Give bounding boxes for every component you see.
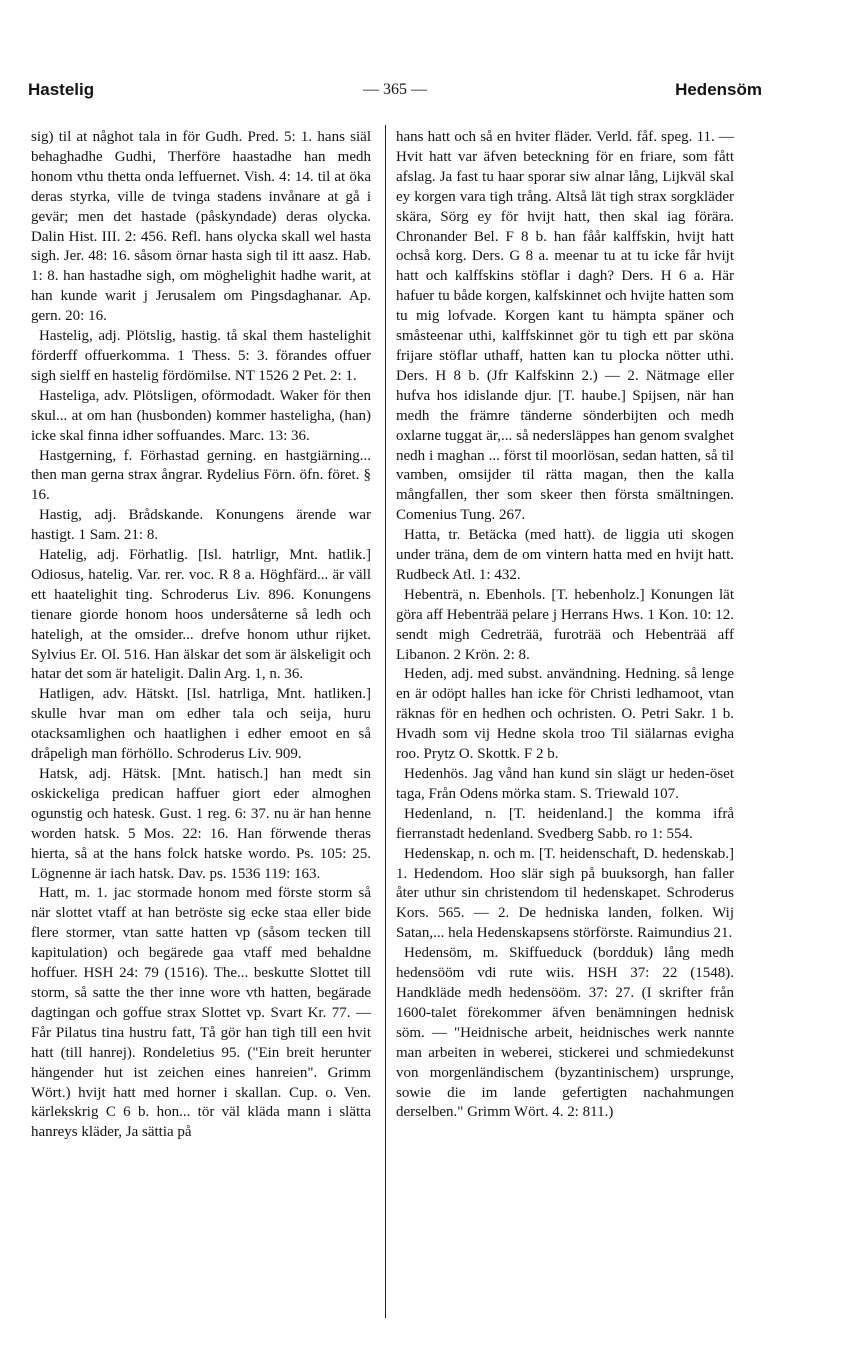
entry-paragraph: Hedenhös. Jag vånd han kund sin slägt ur heden-öset taga, Från Odens mörka stam. S. Triewald 107. (396, 766, 734, 802)
header-left-word: Hastelig (28, 80, 95, 99)
header-right-word: Hedensöm (675, 80, 762, 99)
entry-paragraph: Heden, adj. med subst. användning. Hedning. så lenge en är odöpt halles han icke för Christi ledhamoot, vtan räknas för en hedhen och ochristen. O. Petri Sakr. 1 b. Hvadh som vij Hedne skola troo Til siälarnas evigha roo. Prytz O. Skottk. F 2 b. (396, 666, 734, 763)
column-divider (385, 125, 386, 1318)
entry-paragraph: Hatsk, adj. Hätsk. [Mnt. hatisch.] han medt sin oskickeliga predican haffuer giort eder almoghen ogunstig och hatesk. Gust. 1 reg. 6: 37. nu är han henne worden hatsk. 5 Mos. 22: 16. Han förwende theras hierta, så at the hans folck hatske wordo. Ps. 105: 25. Lögnenne är iach hatsk. Dav. ps. 1536 119: 163. (31, 766, 371, 882)
entry-paragraph: Hastgerning, f. Förhastad gerning. en hastgiärning... then man gerna strax ångrar. Rydelius Förn. öfn. föret. § 16. (31, 447, 371, 504)
entry-paragraph: Hedensöm, m. Skiffueduck (bordduk) lång medh hedensööm vdi rute wiis. HSH 37: 22 (1548). Handkläde medh hedensööm. 37: 27. (I skrifter från 1600-talet förekommer äfven benämningen hednisk söm. — "Heidnische arbeit, heidnisches werk nannte man arbeiten in weberei, stickerei und schmiedekunst von morgenländischem (byzantinischem) ursprunge, sowie die im lande gefertigten nachahmungen derselben." Grimm Wört. 4. 2: 811.) (396, 945, 734, 1121)
entry-paragraph: Hebenträ, n. Ebenhols. [T. hebenholz.] Konungen lät göra aff Hebenträä pelare j Herrans Hws. 1 Kon. 10: 12. sendt migh Cedreträä, furoträä och Hebenträä aff Libanon. 2 Krön. 2: 8. (396, 586, 734, 663)
entry-paragraph: Hatt, m. 1. jac stormade honom med förste storm så när slottet vtaff at han betröste sig ecke staa eller bide flere stormer, vtan satte hatten vp (såsom tecken till kapitulation) och begärede gaa vtaff med behaldne hoffuer. HSH 24: 79 (1516). The... beskutte Slottet till storm, så satte the ther inne wore vth hatten, begärade dagtingan och goffue strax Slottet vp. Svart Kr. 77. — Får Pilatus tina hustru fatt, Tå gör han tigh till een hvit hatt (till hanrej). Rondeletius 95. ("Ein breit herunter hängender hut ist zeichen eines hanreien". Grimm Wört.) hvijt hatt med horner i skallan. Cup. o. Ven. kärlekskrig C 6 b. hon... tör väl kläda mann i slätta hanreys kläder, Ja sättia på (31, 885, 371, 1141)
running-header (28, 80, 762, 104)
entry-paragraph: Hatligen, adv. Hätskt. [Isl. hatrliga, Mnt. hatliken.] skulle hvar man om edher tala och seija, huru otacksamlighen och haatlighen i edher emoot en så dråpeligh man förhöllo. Schroderus Liv. 909. (31, 686, 371, 763)
entry-paragraph: sig) til at någhot tala in för Gudh. Pred. 5: 1. hans siäl behaghadhe Gudhi, Therföre haastadhe han medh honom vthu thetta onda leffuernet. Vish. 4: 14. til at öka deras styrka, ville de tvinga stadens invånare at gå i gevär; men det hastade (påskyndade) deras olycka. Dalin Hist. III. 2: 456. Refl. hans olycka skall wel hasta sigh. Jer. 48: 16. såsom örnar hasta sigh til itt aasz. Hab. 1: 8. han hastadhe sigh, om möghelighit hadhe warit, at han kunde warit j Jerusalem om Pingsdaghanar. Ap. gern. 20: 16. (31, 129, 371, 325)
entry-paragraph: Hastelig, adj. Plötslig, hastig. tå skal them hastelighit förderff offuerkomma. 1 Thess. 5: 3. förandes offuer sigh sielff en hastelig fördömilse. NT 1526 2 Pet. 2: 1. (31, 328, 371, 384)
entry-paragraph: Hastig, adj. Brådskande. Konungens ärende war hastigt. 1 Sam. 21: 8. (31, 507, 371, 544)
entry-paragraph: hans hatt och så en hviter fläder. Verld. fåf. speg. 11. — Hvit hatt var äfven beteckning för en friare, som fått afslag. Ja fast tu haar sporar siw alnar lång, Lijkväl skal ey korgen vara tigh trång. Altså lät tigh strax sorgkläder skära, Sörg ey för hvijt hatt, then skal iag förära. Chronander Bel. F 8 b. han fåår kalffskin, hvijt hatt ochså korg. Ders. G 8 a. meenar tu at tu icke får hvijt hatt och kalffskins stöflar i dagh? Ders. H 6 a. Här hafuer tu både korgen, kalfskinnet och hvijte hatten som tu mig lofvade. Korgen kant tu hämpta späner och småsteenar uthi, kalffskinnet gör tu tigh ett par sköna frijare stöflar uthaff, hatten kan tu plocka nötter uthi. Ders. H 8 b. (Jfr Kalfskinn 2.) — 2. Nätmage eller hufva hos idislande djur. [T. haube.] Spijsen, när han medh the främre tänderne sönderbijten och medh oxlarne tuggat är,... så nedersläppes han genom svalghet nedh i maghan ... först til moorlösan, sedan hatten, så til vamben, omsijder til rätta magan, then the kalla mångfallen, ther som skeer then första smältningen. Comenius Tung. 267. (396, 129, 734, 524)
entry-paragraph: Hatta, tr. Betäcka (med hatt). de liggia uti skogen under träna, dem de om vintern hatta med en hvijt hatt. Rudbeck Atl. 1: 432. (396, 527, 734, 583)
entry-paragraph: Hasteliga, adv. Plötsligen, oförmodadt. Waker för then skul... at om han (husbonden) kommer hasteligha, (han) icke skal finna idher soffuandes. Marc. 13: 36. (31, 387, 371, 444)
left-column (31, 128, 371, 1143)
right-column (396, 128, 734, 1123)
page-number: — 365 — (363, 81, 427, 98)
entry-paragraph: Hedenland, n. [T. heidenland.] the komma ifrå fierranstadt hedenland. Svedberg Sabb. ro 1: 554. (396, 805, 734, 842)
entry-paragraph: Hatelig, adj. Förhatlig. [Isl. hatrligr, Mnt. hatlik.] Odiosus, hatelig. Var. rer. voc. R 8 a. Höghfärd... är väll ett haatelighit ting. Schroderus Liv. 896. Konungens tienare giorde honom hoos undersåterne så ledh och hateligh, at the omsider... drefve honom uthur rijket. Sylvius Er. Ol. 516. Han älskar det som är älskeligit och hatar det som är hateligit. Dalin Arg. 1, n. 36. (31, 547, 371, 683)
entry-paragraph: Hedenskap, n. och m. [T. heidenschaft, D. hedenskab.] 1. Hedendom. Hoo slär sigh på buuksorgh, han faller åter uthur sin christendom til hedenskapet. Schroderus Kors. 565. — 2. De hedniska landen, folken. Wij Satan,... hela Hedenskapsens störförste. Raimundius 21. (396, 845, 734, 942)
